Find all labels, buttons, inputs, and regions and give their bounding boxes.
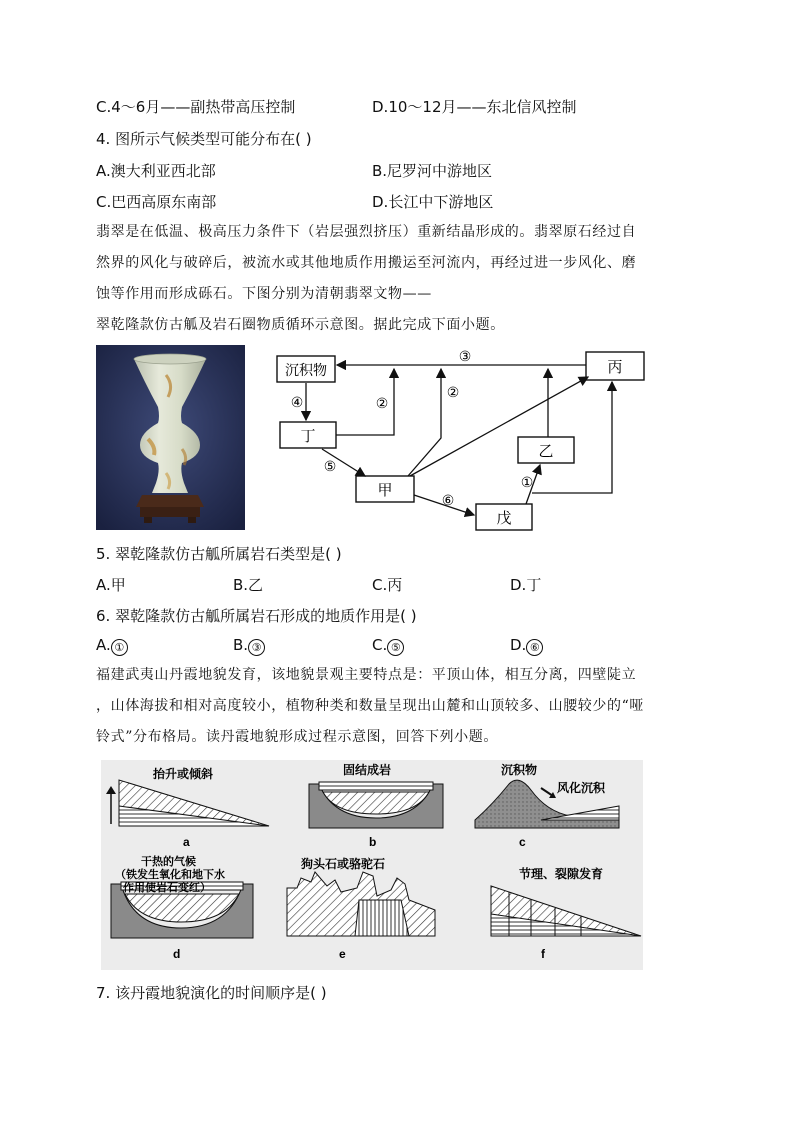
arrow-label-6: ⑥ [441,492,455,508]
panel-f-letter: f [541,947,545,961]
panel-c-letter: c [519,835,526,849]
q6-option-b: B. ③ [233,636,265,656]
jade-passage-line: 翡翠是在低温、极高压力条件下（岩层强烈挤压）重新结晶形成的。翡翠原石经过自 [96,224,637,240]
jade-passage-line: 蚀等作用而形成砾石。下图分别为清朝翡翠文物—— [96,286,432,302]
jade-passage [96,217,696,341]
q4-stem: 4. 图所示气候类型可能分布在( ) [96,130,312,148]
panel-e-caption: 狗头石或骆驼石 [301,857,386,871]
panel-d-letter: d [173,947,181,961]
q6-option-c: C. ⑤ [372,636,404,656]
q6-stem: 6. 翠乾隆款仿古觚所属岩石形成的地质作用是( ) [96,607,417,625]
danxia-passage-line: ，山体海拔和相对高度较小，植物种类和数量呈现出山麓和山顶较多、山腰较少的“哑 [96,698,644,714]
circled-number-icon: ① [111,639,128,656]
q6-option-a: A. ① [96,636,128,656]
label-sediment: 沉积物 [285,362,327,378]
arrow-label-5: ⑤ [323,458,337,474]
label-ding: 丁 [300,428,316,445]
panel-d-caption3: 作用使岩石变红） [123,882,211,894]
panel-d-caption2: （铁发生氧化和地下水 [115,869,225,881]
panel-c-caption: 沉积物 [501,763,538,777]
panel-a-caption: 抬升或倾斜 [153,767,214,781]
danxia-passage-line: 福建武夷山丹霞地貌发育，该地貌景观主要特点是：平顶山体，相互分离，四壁陡立 [96,667,637,683]
q5-option-d: D.丁 [510,576,542,594]
jade-vase-photo [96,345,245,530]
q5-stem: 5. 翠乾隆款仿古觚所属岩石类型是( ) [96,545,342,563]
q5-option-a: A.甲 [96,576,126,594]
arrow-label-1: ① [520,474,534,490]
arrow-label-2-mid: ② [446,384,460,400]
q4-option-b: B.尼罗河中游地区 [372,162,493,180]
circled-number-icon: ③ [248,639,265,656]
label-wu: 戊 [496,510,512,527]
q4-option-a: A.澳大利亚西北部 [96,162,216,180]
q6-option-d: D. ⑥ [510,636,543,656]
q4-option-c: C.巴西高原东南部 [96,193,217,211]
panel-a-letter: a [183,835,190,849]
q5-option-b: B.乙 [233,576,264,594]
panel-b-letter: b [369,835,377,849]
q3-option-c: C.4～6月——副热带高压控制 [96,98,296,116]
danxia-formation-diagram [101,760,643,974]
jade-passage-line: 翠乾隆款仿古觚及岩石圈物质循环示意图。据此完成下面小题。 [96,317,505,333]
q5-option-c: C.丙 [372,576,403,594]
arrow-label-3: ③ [458,348,472,364]
danxia-passage-line: 铃式”分布格局。读丹霞地貌形成过程示意图，回答下列小题。 [96,729,498,745]
q7-stem: 7. 该丹霞地貌演化的时间顺序是( ) [96,984,327,1002]
panel-b-caption: 固结成岩 [343,763,392,777]
danxia-passage [96,660,696,753]
panel-e-letter: e [339,947,346,961]
q4-option-d: D.长江中下游地区 [372,193,494,211]
rock-cycle-diagram [260,345,660,539]
circled-number-icon: ⑤ [387,639,404,656]
panel-d-caption: 干热的气候 [141,856,196,868]
label-jia: 甲 [377,482,393,499]
jade-passage-line: 然界的风化与破碎后，被流水或其他地质作用搬运至河流内，再经过进一步风化、磨 [96,255,637,271]
panel-c-caption2: 风化沉积 [557,781,606,795]
panel-f-caption: 节理、裂隙发育 [519,867,604,881]
label-bing: 丙 [607,359,623,376]
label-yi: 乙 [538,443,554,460]
arrow-label-2-left: ② [375,395,389,411]
arrow-label-4: ④ [290,394,304,410]
q3-option-d: D.10～12月——东北信风控制 [372,98,577,116]
circled-number-icon: ⑥ [526,639,543,656]
